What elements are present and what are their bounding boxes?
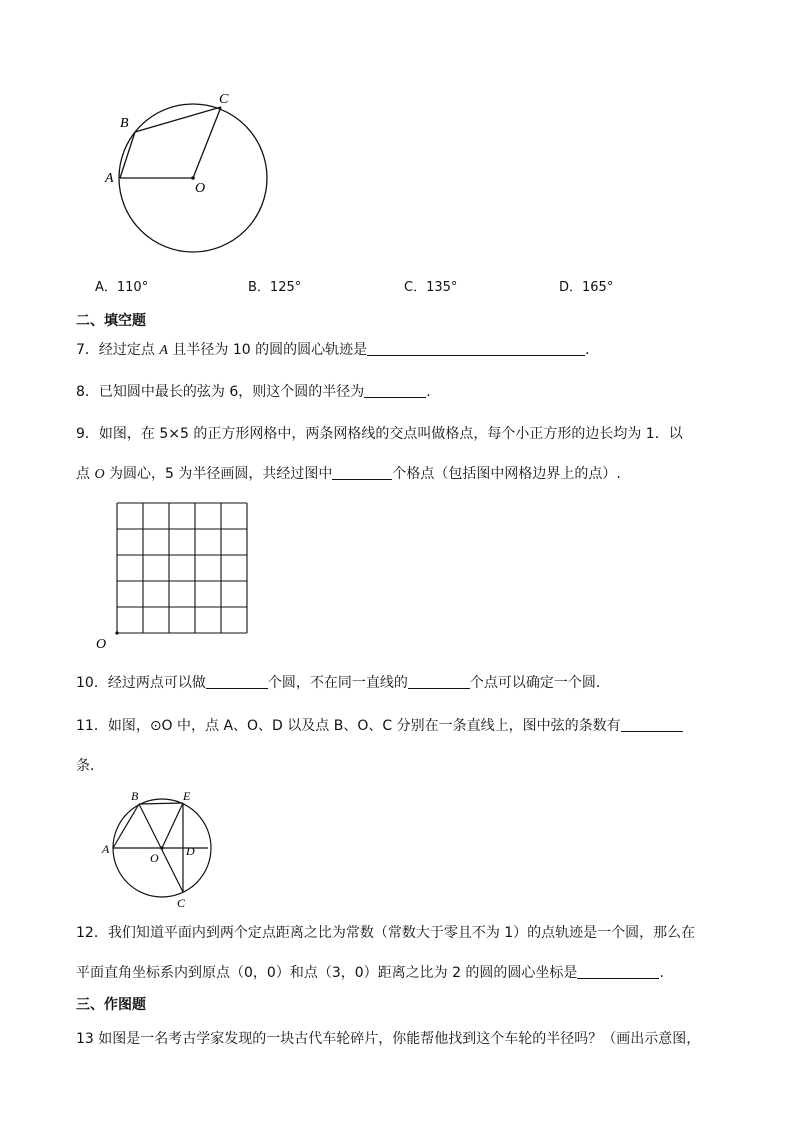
label-o-2: O <box>150 851 159 865</box>
label-d-2: D <box>186 844 195 858</box>
segment-co <box>193 107 221 178</box>
q10-text-b: 个圆，不在同一直线的 <box>267 675 408 691</box>
grid-origin-label: O <box>96 637 107 652</box>
point-o <box>191 176 195 180</box>
question-13: 13 如图是一名考古学家发现的一块古代车轮碎片，你能帮他找到这个车轮的半径吗？（画出示意图， <box>76 1031 701 1047</box>
q8-text: 8．已知圆中最长的弦为 6，则这个圆的半径为 <box>76 384 365 400</box>
q7-end: ． <box>585 342 600 358</box>
section-heading-fill-in: 二、填空题 <box>76 313 146 329</box>
q7-answer-blank[interactable] <box>367 341 585 356</box>
option-a: A．110° <box>95 280 149 295</box>
option-d: D．165° <box>559 280 614 295</box>
q7-text-post: 且半径为 10 的圆的圆心轨迹是 <box>167 342 368 358</box>
q9-answer-blank[interactable] <box>332 465 392 480</box>
q12-end: . <box>659 965 664 981</box>
label-b: B <box>120 116 129 131</box>
chord-ab <box>113 804 139 848</box>
q11-text: 11．如图，⊙O 中，点 A、O、D 以及点 B、O、C 分别在一条直线上，图中弦的条数有 <box>76 718 621 734</box>
q9-text-pre: 点 <box>76 466 95 482</box>
label-b-2: B <box>131 790 139 803</box>
section-heading-drawing: 三、作图题 <box>76 997 146 1013</box>
label-a-2: A <box>102 842 110 856</box>
q11-answer-blank[interactable] <box>621 717 683 732</box>
q9-var: O <box>94 467 105 482</box>
question-11-line1 <box>76 715 683 735</box>
q8-answer-blank[interactable] <box>364 383 426 398</box>
q12-answer-blank[interactable] <box>577 964 659 979</box>
point-o-2 <box>160 846 163 849</box>
figure-circle-abco <box>95 85 285 260</box>
segment-oe <box>162 803 183 848</box>
chord-be <box>139 803 183 804</box>
q8-end: . <box>426 384 431 400</box>
question-8 <box>76 381 431 401</box>
option-c: C．135° <box>404 280 458 295</box>
label-e-2: E <box>183 790 191 803</box>
question-9-line2 <box>76 463 621 483</box>
q10-answer-blank-1[interactable] <box>206 674 268 689</box>
q12-text: 平面直角坐标系内到原点（0，0）和点（3，0）距离之比为 2 的圆的圆心坐标是 <box>76 965 578 981</box>
q9-text-post: 个格点（包括图中网格边界上的点）. <box>392 466 621 482</box>
figure-grid <box>92 496 262 656</box>
figure-circle-chords <box>95 790 225 910</box>
label-o: O <box>195 181 206 196</box>
question-11-line2: 条． <box>76 758 104 774</box>
label-c-2: C <box>177 896 186 910</box>
q10-answer-blank-2[interactable] <box>408 674 470 689</box>
question-10 <box>76 672 610 692</box>
question-7 <box>76 339 599 359</box>
grid-origin-point <box>115 631 118 634</box>
question-12-line2 <box>76 962 664 982</box>
label-a: A <box>105 171 114 186</box>
option-b: B．125° <box>248 280 302 295</box>
question-12-line1: 12．我们知道平面内到两个定点距离之比为常数（常数大于零且不为 1）的点轨迹是一个圆，那么在 <box>76 925 696 941</box>
grid-lines <box>117 503 247 633</box>
q9-text-mid: 为圆心，5 为半径画圆，共经过图中 <box>104 466 333 482</box>
q10-text-c: 个点可以确定一个圆． <box>469 675 610 691</box>
label-c: C <box>219 92 229 107</box>
q10-text-a: 10．经过两点可以做 <box>76 675 206 691</box>
q7-text-pre: 7．经过定点 <box>76 342 160 358</box>
q7-var: A <box>159 343 168 358</box>
question-9-line1: 9．如图，在 5×5 的正方形网格中，两条网格线的交点叫做格点，每个小正方形的边长均为 1．以 <box>76 426 683 442</box>
